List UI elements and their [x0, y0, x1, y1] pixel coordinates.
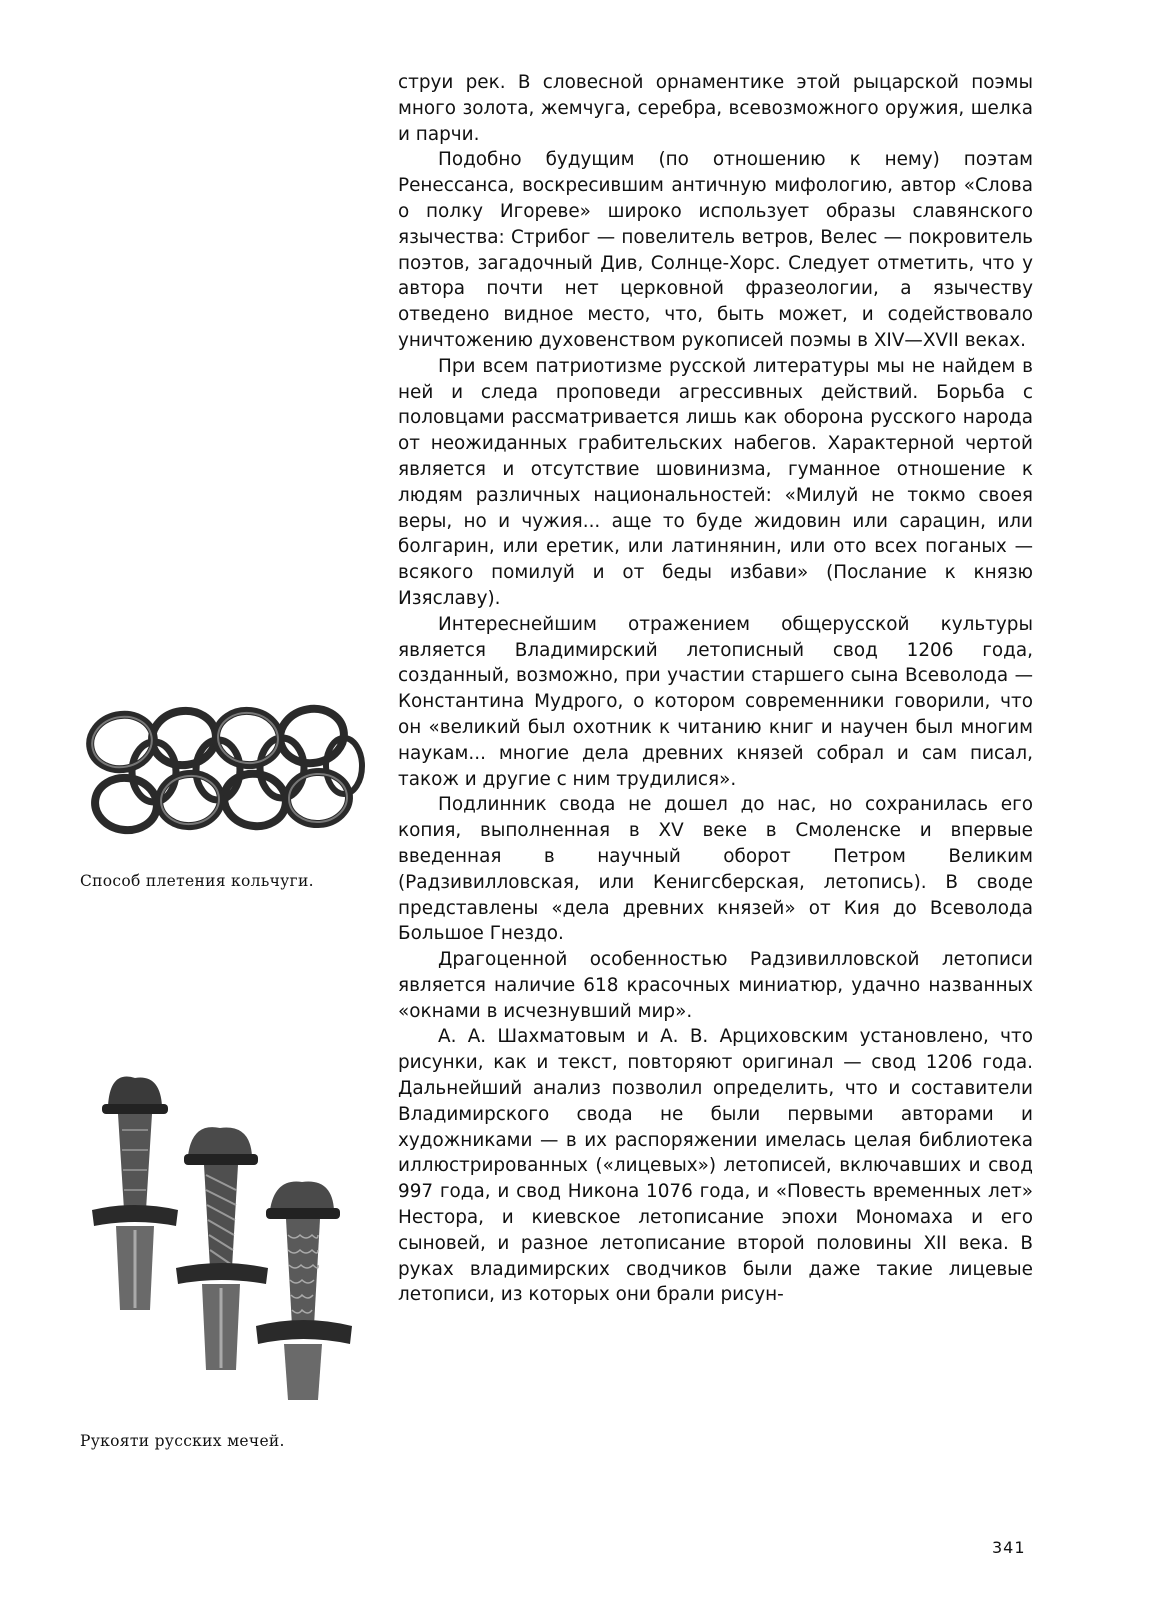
paragraph-3: При всем патриотизме русской литературы мы не найдем в ней и следа проповеди агрессивных действий. Борьба с половцами рассматривается лишь как оборона русского народа от неожиданных грабительских набегов. Характерной чертой является и отсутствие шовинизма, гуманное отношение к людям различных национальностей: «Милуй не токмо своея веры, но и чужия... аще то буде жидовин или сарацин, или болгарин, или еретик, или латинянин, или ото всех поганых — всякого помилуй и от беды избави» (Послание к князю Изяславу). [398, 355, 1033, 609]
chainmail-caption: Способ плетения кольчуги. [80, 872, 314, 890]
sword-hilts-caption: Рукояти русских мечей. [80, 1432, 285, 1450]
page-number: 341 [992, 1538, 1026, 1557]
paragraph-7: А. А. Шахматовым и А. В. Арциховским установлено, что рисунки, как и текст, повторяют оригинал — свод 1206 года. Дальнейший анализ позволил определить, что и составители Владимирского свода не были первыми авторами и художниками — в их распоряжении имелась целая библиотека иллюстрированных («лицевых») летописей, включавших и свод 997 года, и свод Никона 1076 года, и «Повесть временных лет» Нестора, и киевское летописание эпохи Мономаха и его сыновей, и разное летописание второй половины XII века. В руках владимирских сводчиков были даже такие лицевые летописи, из которых они брали рисун- [398, 1026, 1033, 1306]
paragraph-1: струи рек. В словесной орнаментике этой рыцарской поэмы много золота, жемчуга, серебра, всевозможного оружия, шелка и парчи. [398, 72, 1033, 145]
sword-hilt-1 [92, 1077, 178, 1310]
paragraph-4: Интереснейшим отражением общерусской культуры является Владимирский летописный свод 1206 года, созданный, возможно, при участии старшего сына Всеволода — Константина Мудрого, о котором современники говорили, что он «великий был охотник к читанию книг и научен был многим наукам... многие дела древних князей собрал и сам писал, також и другие с ним трудилися». [398, 613, 1033, 790]
sword-hilt-2 [176, 1127, 268, 1370]
paragraph-2: Подобно будущим (по отношению к нему) поэтам Ренессанса, воскресившим античную мифологию, автор «Слова о полку Игореве» широко использует образы славянского язычества: Стрибог — повелитель ветров, Велес — покровитель поэтов, загадочный Див, Солнце-Хорс. Следует отметить, что у автора почти нет церковной фразеологии, а язычеству отведено видное место, что, быть может, и содействовало уничтожению духовенством рукописей поэмы в XIV—XVII веках. [398, 149, 1033, 351]
paragraph-6: Драгоценной особенностью Радзивилловской летописи является наличие 618 красочных миниатюр, удачно названных «окнами в исчезнувший мир». [398, 949, 1033, 1022]
main-text-column [398, 70, 1033, 1308]
sword-hilts-drawing [80, 1070, 370, 1400]
sword-hilts-illustration [80, 1070, 370, 1400]
sword-hilt-3 [256, 1182, 352, 1400]
chainmail-rings-drawing [80, 700, 370, 845]
paragraph-5: Подлинник свода не дошел до нас, но сохранилась его копия, выполненная в XV веке в Смоленске и впервые введенная в научный оборот Петром Великим (Радзивилловская, или Кенигсберская, летопись). В своде представлены «дела древних князей» от Кия до Всеволода Большое Гнездо. [398, 794, 1033, 945]
chainmail-illustration [80, 700, 370, 845]
